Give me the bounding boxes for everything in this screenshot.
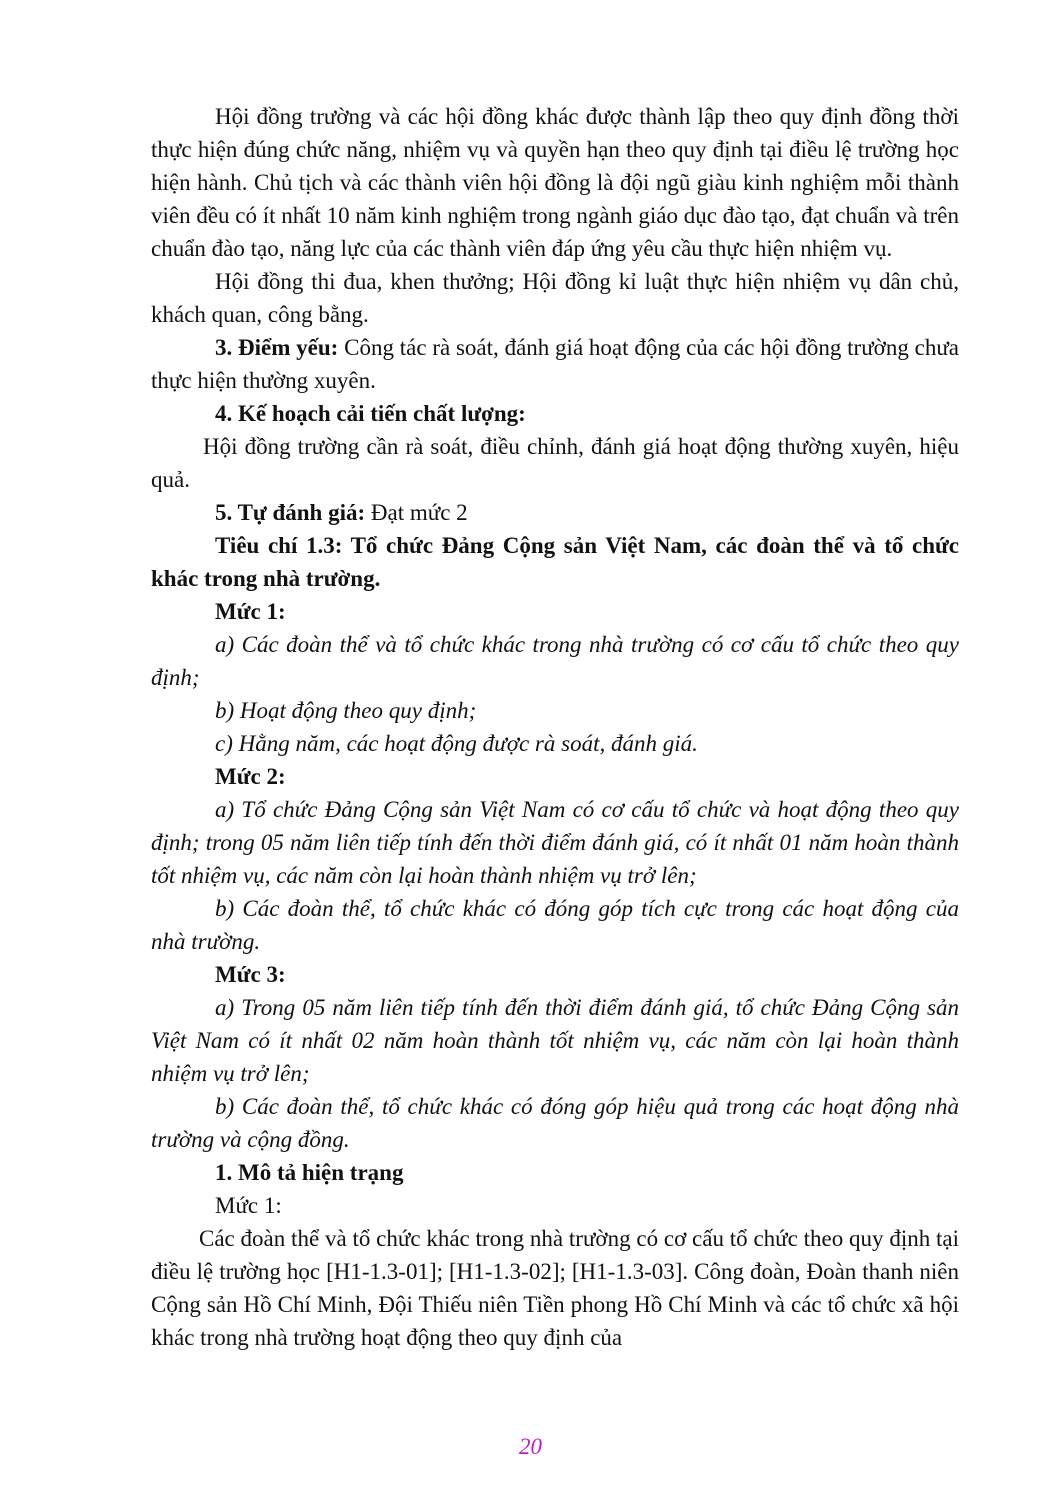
improvement-plan-heading: 4. Kế hoạch cải tiến chất lượng:: [215, 401, 526, 426]
weakness-paragraph: [151, 331, 959, 397]
level1-item-c: c) Hằng năm, các hoạt động được rà soát, đánh giá.: [215, 731, 698, 756]
level1-item-b: b) Hoạt động theo quy định;: [215, 698, 477, 723]
criterion-heading: Tiêu chí 1.3: Tổ chức Đảng Cộng sản Việt Nam, các đoàn thể và tổ chức khác trong nhà trường.: [151, 533, 959, 591]
level3-item-a: a) Trong 05 năm liên tiếp tính đến thời điểm đánh giá, tổ chức Đảng Cộng sản Việt Nam có ít nhất 02 năm hoàn thành tốt nhiệm vụ, các năm còn lại hoàn thành nhiệm vụ trở lên;: [151, 995, 959, 1086]
page-number: 20: [519, 1434, 542, 1459]
improvement-plan-text: Hội đồng trường cần rà soát, điều chỉnh, đánh giá hoạt động thường xuyên, hiệu quả.: [151, 434, 959, 492]
document-body: [151, 100, 959, 1354]
level2-item-a: a) Tổ chức Đảng Cộng sản Việt Nam có cơ cấu tổ chức và hoạt động theo quy định; trong 05 năm liên tiếp tính đến thời điểm đánh giá, có ít nhất 01 năm hoàn thành tốt nhiệm vụ, các năm còn lại hoàn thành nhiệm vụ trở lên;: [151, 797, 959, 888]
level3-heading: Mức 3:: [215, 962, 286, 987]
self-evaluation-label: 5. Tự đánh giá:: [215, 500, 366, 525]
current-status-heading: 1. Mô tả hiện trạng: [215, 1160, 404, 1185]
self-evaluation-text: Đạt mức 2: [365, 500, 468, 525]
current-status-level: Mức 1:: [215, 1193, 282, 1218]
weakness-text: Công tác rà soát, đánh giá hoạt động của các hội đồng trường chưa thực hiện thường xuyên.: [151, 335, 959, 393]
weakness-label: 3. Điểm yếu:: [215, 335, 339, 360]
level1-heading: Mức 1:: [215, 599, 286, 624]
emulation-council-paragraph: Hội đồng thi đua, khen thưởng; Hội đồng kỉ luật thực hiện nhiệm vụ dân chủ, khách quan, công bằng.: [151, 269, 959, 327]
level2-heading: Mức 2:: [215, 764, 286, 789]
council-description-paragraph: Hội đồng trường và các hội đồng khác được thành lập theo quy định đồng thời thực hiện đúng chức năng, nhiệm vụ và quyền hạn theo quy định tại điều lệ trường học hiện hành. Chủ tịch và các thành viên hội đồng là đội ngũ giàu kinh nghiệm mỗi thành viên đều có ít nhất 10 năm kinh nghiệm trong ngành giáo dục đào tạo, đạt chuẩn và trên chuẩn đào tạo, năng lực của các thành viên đáp ứng yêu cầu thực hiện nhiệm vụ.: [151, 104, 959, 261]
level3-item-b: b) Các đoàn thể, tổ chức khác có đóng góp hiệu quả trong các hoạt động nhà trường và cộng đồng.: [151, 1094, 959, 1152]
current-status-text: Các đoàn thể và tổ chức khác trong nhà trường có cơ cấu tổ chức theo quy định tại điều lệ trường học [H1-1.3-01]; [H1-1.3-02]; [H1-1.3-03]. Công đoàn, Đoàn thanh niên Cộng sản Hồ Chí Minh, Đội Thiếu niên Tiền phong Hồ Chí Minh và các tổ chức xã hội khác trong nhà trường hoạt động theo quy định của: [151, 1226, 959, 1350]
self-evaluation-paragraph: [151, 496, 959, 529]
level2-item-b: b) Các đoàn thể, tổ chức khác có đóng góp tích cực trong các hoạt động của nhà trường.: [151, 896, 959, 954]
level1-item-a: a) Các đoàn thể và tổ chức khác trong nhà trường có cơ cấu tổ chức theo quy định;: [151, 632, 959, 690]
